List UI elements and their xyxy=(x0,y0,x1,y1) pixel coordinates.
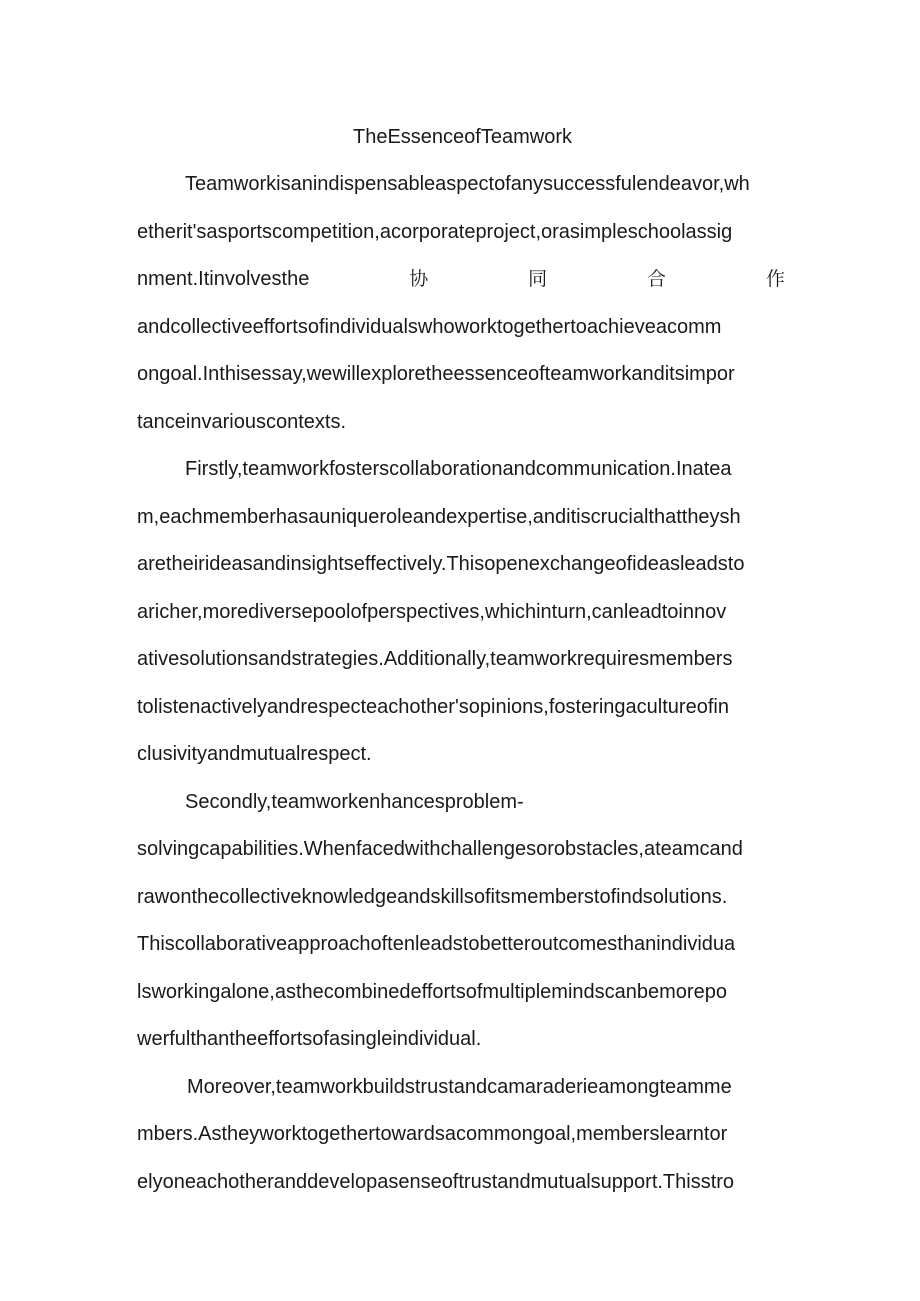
text-line: elyoneachotheranddevelopasenseoftrustandmutualsupport.Thisstro xyxy=(137,1170,735,1193)
document-title: TheEssenceofTeamwork xyxy=(353,126,572,148)
paragraph-3 xyxy=(137,788,787,1073)
text-line-justified xyxy=(137,265,785,313)
text-line: Firstly,teamworkfosterscollaborationandcommunication.Inatea xyxy=(185,458,732,480)
text-line: solvingcapabilities.Whenfacedwithchallengesorobstacles,ateamcand xyxy=(137,838,743,860)
text-line: aricher,morediversepoolofperspectives,whichinturn,canleadtoinnov xyxy=(137,600,727,623)
text-line: aretheirideasandinsightseffectively.Thisopenexchangeofideasleadsto xyxy=(137,553,745,575)
text-segment: nment.Itinvolvesthe xyxy=(137,268,310,290)
text-line: clusivityandmutualrespect. xyxy=(137,743,372,765)
text-line: Teamworkisanindispensableaspectofanysuccessfulendeavor,wh xyxy=(185,173,750,195)
cjk-character: 协 xyxy=(409,268,429,290)
text-line: lsworkingalone,asthecombinedeffortsofmultiplemindscanbemorepo xyxy=(137,980,727,1003)
text-line: mbers.Astheyworktogethertowardsacommongoal,memberslearntor xyxy=(137,1123,728,1145)
text-line: Secondly,teamworkenhancesproblem- xyxy=(185,790,524,813)
text-line: rawonthecollectiveknowledgeandskillsofitsmemberstofindsolutions. xyxy=(137,885,728,908)
paragraph-1 xyxy=(137,170,787,455)
text-line: ativesolutionsandstrategies.Additionally,teamworkrequiresmembers xyxy=(137,648,733,670)
text-line: etherit'sasportscompetition,acorporateproject,orasimpleschoolassig xyxy=(137,220,733,243)
text-line: werfulthantheeffortsofasingleindividual. xyxy=(137,1028,482,1050)
text-line: ongoal.Inthisessay,wewillexploretheessenceofteamworkanditsimpor xyxy=(137,363,735,385)
text-line: andcollectiveeffortsofindividualswhoworktogethertoachieveacomm xyxy=(137,315,722,338)
paragraph-2 xyxy=(137,455,787,788)
text-line: tolistenactivelyandrespecteachother'sopinions,fosteringacultureofin xyxy=(137,695,729,718)
text-line: Moreover,teamworkbuildstrustandcamaraderieamongteamme xyxy=(187,1075,732,1098)
paragraph-4 xyxy=(137,1073,787,1216)
text-line: m,eachmemberhasauniqueroleandexpertise,anditiscrucialthattheysh xyxy=(137,505,741,528)
text-line: tanceinvariouscontexts. xyxy=(137,410,347,433)
text-line: Thiscollaborativeapproachoftenleadstobetteroutcomesthanindividua xyxy=(137,933,736,955)
cjk-character: 作 xyxy=(765,268,785,290)
document-body xyxy=(137,170,787,1215)
cjk-character: 合 xyxy=(647,268,667,290)
cjk-character: 同 xyxy=(528,268,548,290)
